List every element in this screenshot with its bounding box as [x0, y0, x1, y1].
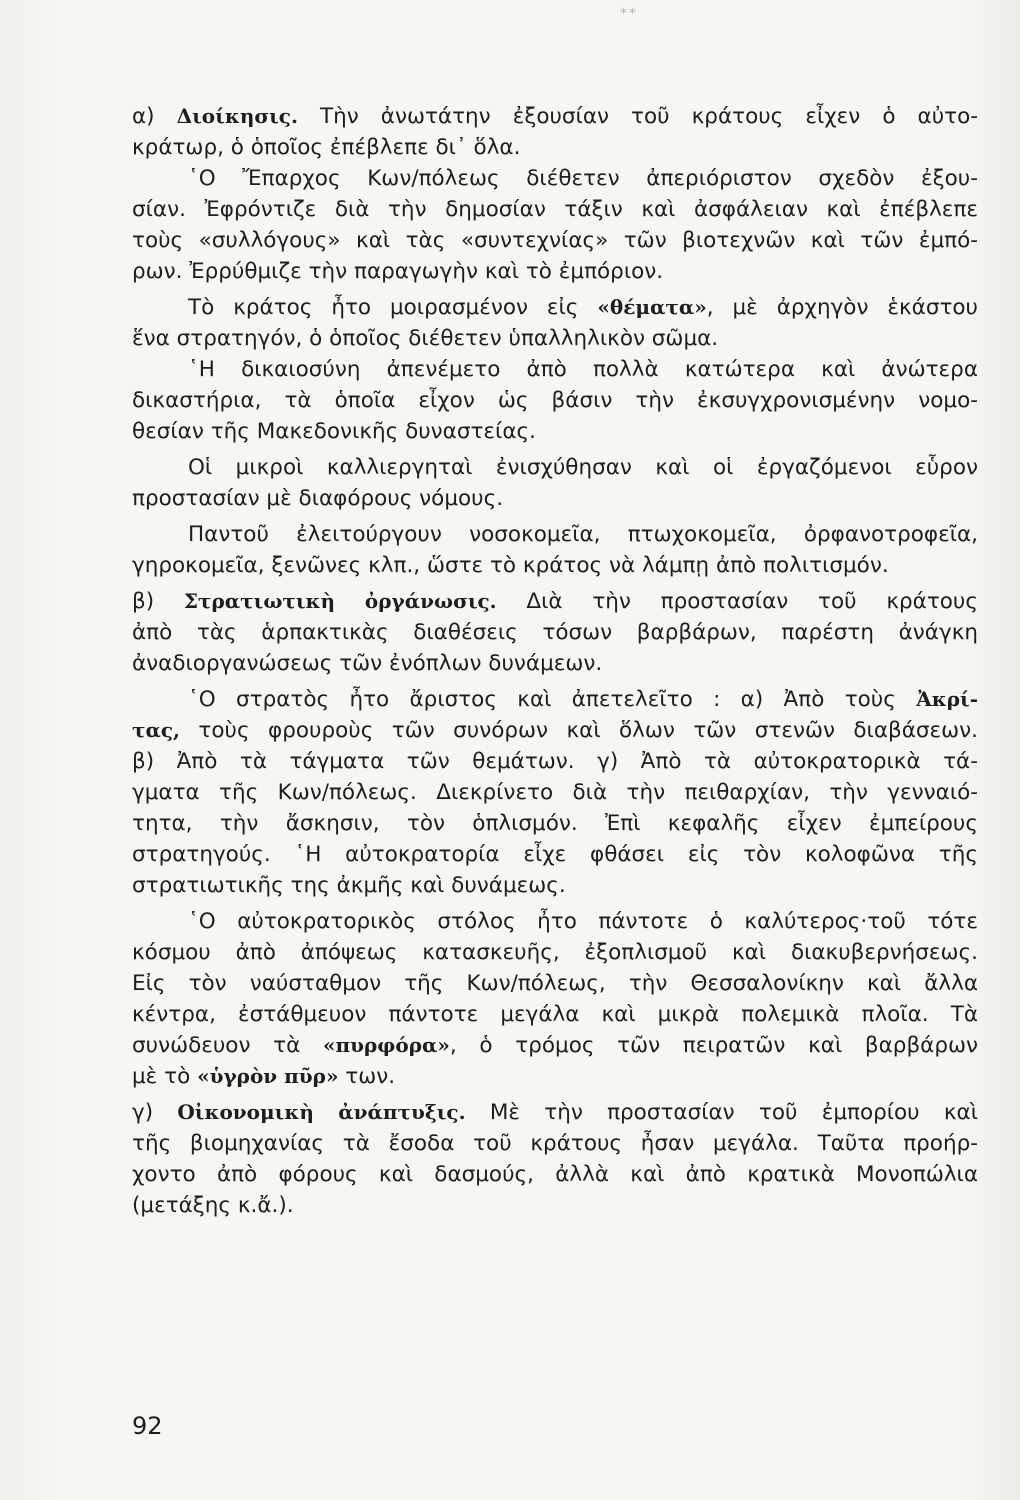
- text-line: συνώδευον τὰ «πυρφόρα», ὁ τρόμος τῶν πειρατῶν καὶ βαρβάρων: [132, 1033, 978, 1058]
- text-line: Παντοῦ ἐλειτούργουν νοσοκομεῖα, πτωχοκομεῖα, ὀρφανοτροφεῖα,: [188, 522, 978, 547]
- text-line: μὲ τὸ «ὑγρὸν πῦρ» των.: [132, 1064, 396, 1089]
- term-themata: «θέματα»: [597, 295, 707, 319]
- text-line: σίαν. Ἐφρόντιζε διὰ τὴν δημοσίαν τάξιν καὶ ἀσφάλειαν καὶ ἐπέβλεπε: [132, 197, 978, 222]
- term-greek-fire: «ὑγρὸν πῦρ»: [197, 1064, 339, 1088]
- text-line: β) Ἀπὸ τὰ τάγματα τῶν θεμάτων. γ) Ἀπὸ τὰ αὐτοκρατορικὰ τά-: [132, 749, 978, 774]
- text-line: ῾Ο στρατὸς ἦτο ἄριστος καὶ ἀπετελεῖτο : α) Ἀπὸ τοὺς Ἀκρί-: [188, 687, 978, 712]
- text-line: ρων. Ἐρρύθμιζε τὴν παραγωγὴν καὶ τὸ ἐμπόριον.: [132, 259, 664, 284]
- text-line: ἀπὸ τὰς ἁρπακτικὰς διαθέσεις τόσων βαρβάρων, παρέστη ἀνάγκη: [132, 620, 978, 645]
- text-line: προστασίαν μὲ διαφόρους νόμους.: [132, 486, 504, 511]
- text-line: τητα, τὴν ἄσκησιν, τὸν ὁπλισμόν. Ἐπὶ κεφαλῆς εἶχεν ἐμπείρους: [132, 811, 978, 836]
- term-akritas: Ἀκρί-: [916, 687, 978, 711]
- text-line: θεσίαν τῆς Μακεδονικῆς δυναστείας.: [132, 419, 536, 444]
- text-line: κράτωρ, ὁ ὁποῖος ἐπέβλεπε δι᾿ ὅλα.: [132, 135, 521, 160]
- text-line: (μετάξης κ.ἄ.).: [132, 1193, 294, 1218]
- text-line: χοντο ἀπὸ φόρους καὶ δασμούς, ἀλλὰ καὶ ἀπὸ κρατικὰ Μονοπώλια: [132, 1162, 978, 1187]
- text-line: β) Στρατιωτικὴ ὀργάνωσις. Διὰ τὴν προστασίαν τοῦ κράτους: [132, 589, 978, 614]
- text-line: ῾Η δικαιοσύνη ἀπενέμετο ἀπὸ πολλὰ κατώτερα καὶ ἀνώτερα: [188, 357, 978, 382]
- heading-economy: Οἰκονομικὴ ἀνάπτυξις.: [177, 1100, 466, 1124]
- text-line: Τὸ κράτος ἦτο μοιρασμένον εἰς «θέματα», μὲ ἀρχηγὸν ἑκάστου: [188, 295, 979, 320]
- text-line: κόσμου ἀπὸ ἀπόψεως κατασκευῆς, ἐξοπλισμοῦ καὶ διακυβερνήσεως.: [132, 940, 978, 965]
- term-akritas-cont: τας,: [132, 718, 180, 742]
- text-line: α) Διοίκησις. Τὴν ἀνωτάτην ἐξουσίαν τοῦ κράτους εἶχεν ὁ αὐτο-: [132, 104, 978, 129]
- text-line: Οἱ μικροὶ καλλιεργηταὶ ἐνισχύθησαν καὶ οἱ ἐργαζόμενοι εὗρον: [188, 455, 978, 480]
- text-line: ἕνα στρατηγόν, ὁ ὁποῖος διέθετεν ὑπαλληλικὸν σῶμα.: [132, 326, 719, 351]
- text-line: στρατιωτικῆς της ἀκμῆς καὶ δυνάμεως.: [132, 873, 566, 898]
- text-line: ῾Ο Ἔπαρχος Κων/πόλεως διέθετεν ἀπεριόριστον σχεδὸν ἐξου-: [188, 166, 978, 191]
- text-line: στρατηγούς. ῾Η αὐτοκρατορία εἶχε φθάσει εἰς τὸν κολοφῶνα τῆς: [132, 842, 978, 867]
- text-line: τας, τοὺς φρουροὺς τῶν συνόρων καὶ ὅλων τῶν στενῶν διαβάσεων.: [132, 718, 978, 743]
- text-line: ῾Ο αὐτοκρατορικὸς στόλος ἦτο πάντοτε ὁ καλύτερος·τοῦ τότε: [188, 909, 978, 934]
- text-line: γ) Οἰκονομικὴ ἀνάπτυξις. Μὲ τὴν προστασίαν τοῦ ἐμπορίου καὶ: [132, 1100, 978, 1125]
- term-pyrfora: «πυρφόρα»: [322, 1033, 450, 1057]
- top-mark: **: [620, 6, 638, 22]
- page-number: 92: [132, 1412, 163, 1440]
- text-line: ἀναδιοργανώσεως τῶν ἐνόπλων δυνάμεων.: [132, 651, 603, 676]
- text-line: γηροκομεῖα, ξενῶνες κλπ., ὥστε τὸ κράτος νὰ λάμπῃ ἀπὸ πολιτισμόν.: [132, 553, 889, 578]
- heading-administration: Διοίκησις.: [176, 104, 298, 128]
- text-line: κέντρα, ἐστάθμευον πάντοτε μεγάλα καὶ μικρὰ πολεμικὰ πλοῖα. Τὰ: [132, 1002, 978, 1027]
- text-line: γματα τῆς Κων/πόλεως. Διεκρίνετο διὰ τὴν πειθαρχίαν, τὴν γενναιό-: [132, 780, 978, 805]
- heading-military: Στρατιωτικὴ ὀργάνωσις.: [183, 589, 497, 613]
- body-text: [132, 101, 978, 1221]
- text-line: Εἰς τὸν ναύσταθμον τῆς Κων/πόλεως, τὴν Θεσσαλονίκην καὶ ἄλλα: [132, 971, 978, 996]
- text-line: τῆς βιομηχανίας τὰ ἔσοδα τοῦ κράτους ἦσαν μεγάλα. Ταῦτα προήρ-: [132, 1131, 978, 1156]
- text-line: τοὺς «συλλόγους» καὶ τὰς «συντεχνίας» τῶν βιοτεχνῶν καὶ τῶν ἐμπό-: [132, 228, 978, 253]
- text-line: δικαστήρια, τὰ ὁποῖα εἶχον ὡς βάσιν τὴν ἐκσυγχρονισμένην νομο-: [132, 388, 978, 413]
